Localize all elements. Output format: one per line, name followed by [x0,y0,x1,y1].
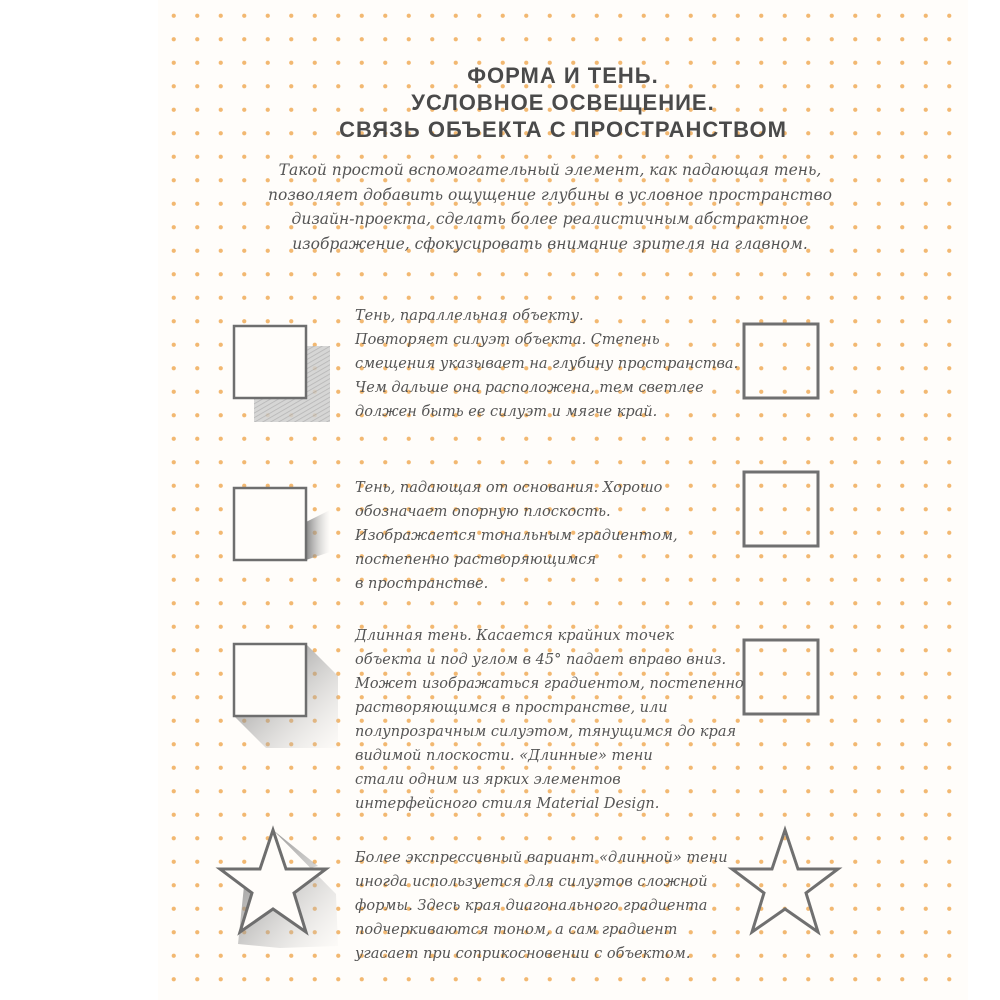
text-line: смещения указывает на глубину пространства. [355,356,739,372]
text-line: формы. Здесь края диагонального градиента [355,898,708,914]
parallel-shadow-illustration [226,318,336,428]
section-base-shadow-text [355,476,755,596]
star-shadow-illustration [218,826,348,956]
text-line: обозначает опорную плоскость. [355,504,611,520]
intro-line: Такой простой вспомогательный элемент, как падающая тень, [278,161,822,179]
title-line: СВЯЗЬ ОБЪЕКТА С ПРОСТРАНСТВОМ [339,117,787,142]
text-line: видимой плоскости. «Длинные» тени [355,748,653,764]
intro-paragraph [250,158,850,256]
text-line: угасает при соприкосновении с объектом. [355,946,691,962]
text-line: Может изображаться градиентом, постепенно [355,676,744,692]
text-line: Чем дальше она расположена, тем светлее [355,380,704,396]
text-line: интерфейсного стиля Material Design. [355,796,660,812]
text-line: иногда используется для силуэтов сложной [355,874,708,890]
text-line: подчеркиваются тоном, а сам градиент [355,922,678,938]
page-title [158,62,968,143]
intro-line: дизайн-проекта, сделать более реалистичным абстрактное [291,210,809,228]
text-line: Изображается тональным градиентом, [355,528,678,544]
base-shadow-illustration [226,480,336,580]
text-line: должен быть ее силуэт и мягче край. [355,404,658,420]
title-line: ФОРМА И ТЕНЬ. [467,63,659,88]
text-line: объекта и под углом в 45° падает вправо вниз. [355,652,727,668]
text-line: полупрозрачным силуэтом, тянущимся до края [355,724,737,740]
section-long-shadow-text [355,624,755,816]
text-line: Более экспрессивный вариант «длинной» тени [355,850,728,866]
text-line: Повторяет силуэт объекта. Степень [355,332,660,348]
long-shadow-illustration [226,636,346,756]
title-line: УСЛОВНОЕ ОСВЕЩЕНИЕ. [411,90,715,115]
section-parallel-shadow-text [355,304,755,424]
text-line: стали одним из ярких элементов [355,772,621,788]
intro-line: позволяет добавить ощущение глубины в условное пространство [268,185,832,204]
intro-line: изображение, сфокусировать внимание зрителя на главном. [292,234,808,253]
text-line: Тень, падающая от основания. Хорошо [355,480,663,496]
text-line: Длинная тень. Касается крайних точек [355,628,674,644]
text-line: Тень, параллельная объекту. [355,308,584,324]
text-line: постепенно растворяющимся [355,552,597,568]
text-line: растворяющимся в пространстве, или [355,700,668,716]
section-star-shadow-text [355,846,755,966]
text-line: в пространстве. [355,576,489,592]
